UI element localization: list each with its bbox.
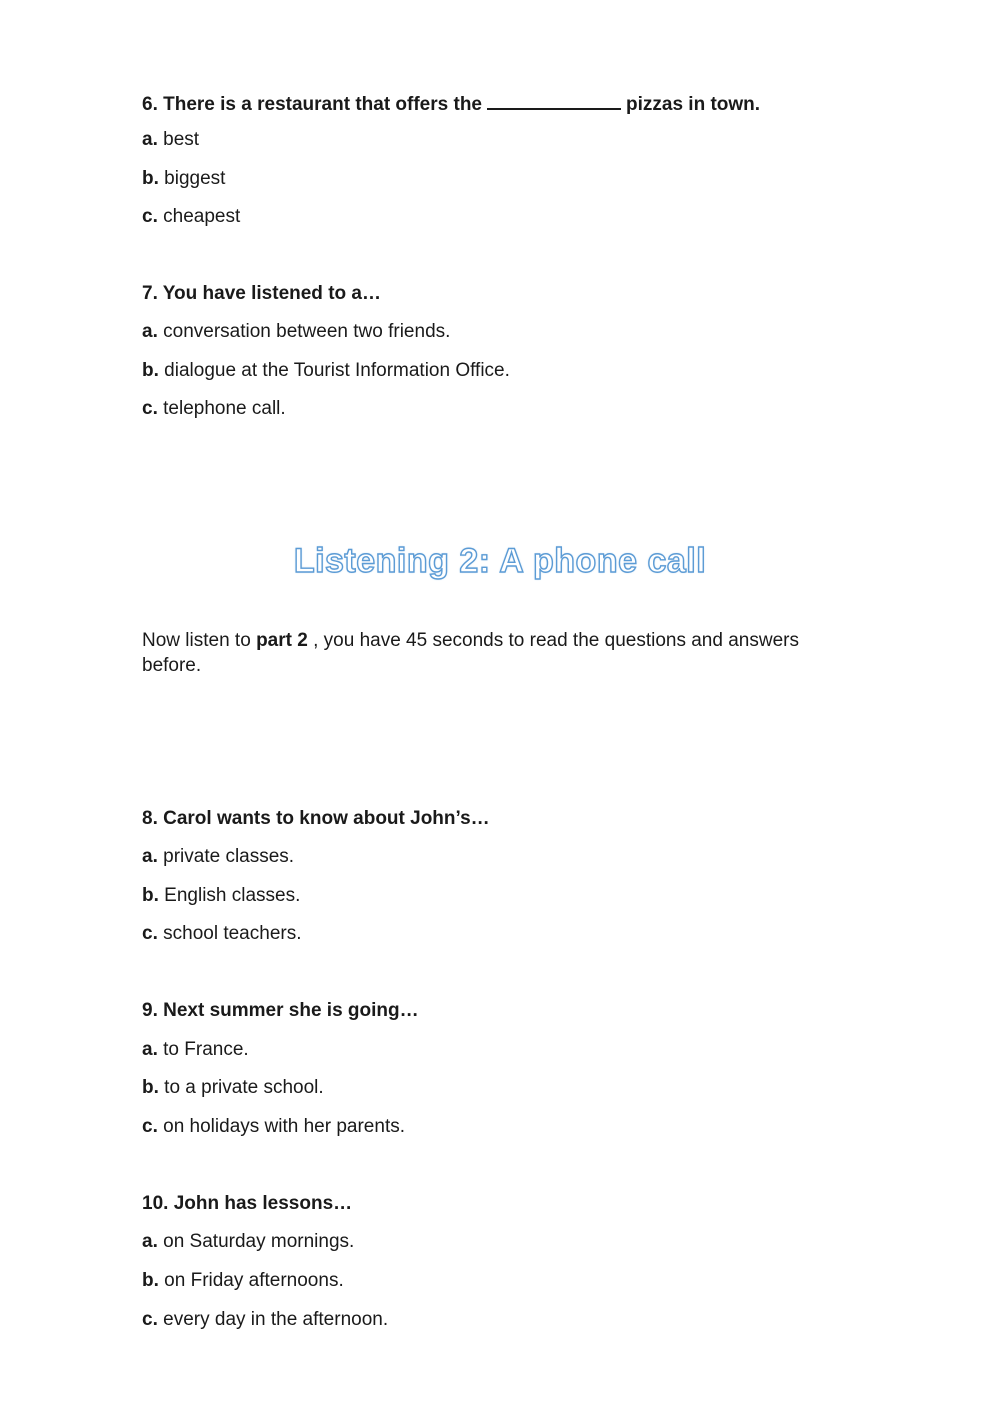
question-7-option-c: c. telephone call. <box>142 398 286 419</box>
question-6-option-b: b. biggest <box>142 168 226 189</box>
question-10-option-c: c. every day in the afternoon. <box>142 1309 389 1330</box>
question-7: 7. You have listened to a… <box>142 283 381 304</box>
question-10-option-a: a. on Saturday mornings. <box>142 1231 355 1252</box>
question-8-option-b: b. English classes. <box>142 885 301 906</box>
question-10: 10. John has lessons… <box>142 1193 353 1214</box>
question-10-option-b: b. on Friday afternoons. <box>142 1270 344 1291</box>
question-8: 8. Carol wants to know about John’s… <box>142 808 490 829</box>
question-9: 9. Next summer she is going… <box>142 1000 419 1021</box>
question-8-option-a: a. private classes. <box>142 846 295 867</box>
question-6-text-before: 6. There is a restaurant that offers the <box>142 94 482 115</box>
question-9-option-b: b. to a private school. <box>142 1077 324 1098</box>
fill-in-blank <box>487 90 621 110</box>
section-title: Listening 2: A phone call <box>293 542 707 580</box>
question-7-option-a: a. conversation between two friends. <box>142 321 451 342</box>
question-9-option-c: c. on holidays with her parents. <box>142 1116 406 1137</box>
section-intro: Now listen to part 2 , you have 45 seconds to read the questions and answers before. <box>142 630 799 676</box>
question-6-option-a: a. best <box>142 129 200 150</box>
question-6 <box>142 90 760 117</box>
question-6-option-c: c. cheapest <box>142 206 241 227</box>
question-6-text-after: pizzas in town. <box>626 94 761 115</box>
question-8-option-c: c. school teachers. <box>142 923 302 944</box>
question-7-option-b: b. dialogue at the Tourist Information Office. <box>142 360 510 381</box>
question-9-option-a: a. to France. <box>142 1039 249 1060</box>
